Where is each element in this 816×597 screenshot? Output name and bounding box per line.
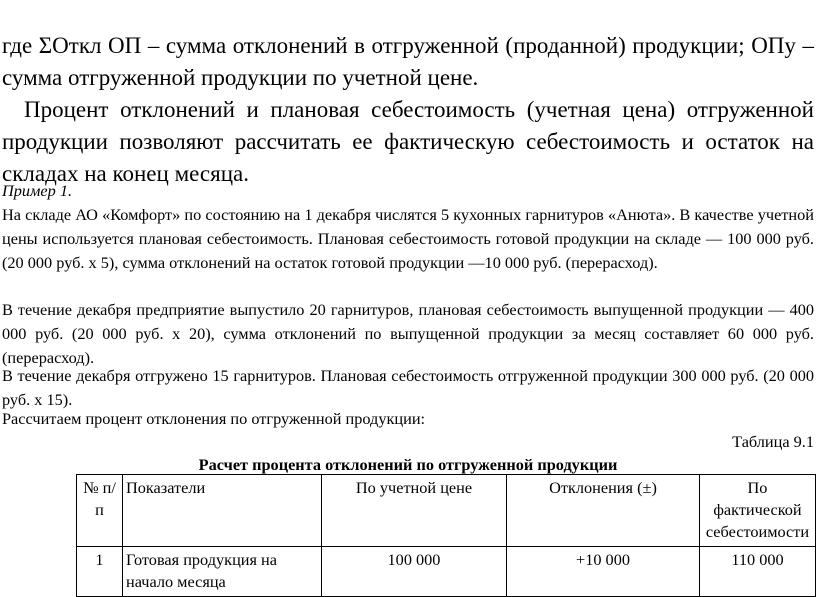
header-number: № п/п bbox=[77, 475, 123, 547]
table-title: Расчет процента отклонений по отгруженной продукции bbox=[198, 455, 618, 474]
cell-indicator: Готовая продукция на начало месяца bbox=[123, 547, 322, 597]
table-header-row bbox=[77, 475, 816, 547]
example-paragraph-calculation: Рассчитаем процент отклонения по отгруженной продукции: bbox=[2, 409, 426, 428]
table-number: Таблица 9.1 bbox=[732, 432, 814, 451]
example-paragraph-opening-balance: На складе АО «Комфорт» по состоянию на 1 декабря числятся 5 кухонных гарнитуров «Анюта». В качестве учетной цены используется плановая себестоимость. Плановая себестоимость готовой продукции на складе — 100 000 руб. (20 000 руб. х 5), сумма отклонений на остаток готовой продукции —10 000 руб. (перерасход). bbox=[2, 205, 814, 272]
header-actual-cost: По фактической себестоимости bbox=[700, 475, 816, 547]
paragraph-definitions: где ΣОткл ОП – сумма отклонений в отгруженной (проданной) продукции; ОПу – сумма отгруженной продукции по учетной цене. bbox=[2, 33, 814, 90]
header-deviation: Отклонения (±) bbox=[507, 475, 700, 547]
table-row bbox=[77, 547, 816, 597]
cell-number: 1 bbox=[77, 547, 123, 597]
deviation-table bbox=[76, 474, 816, 597]
example-title: Пример 1. bbox=[2, 181, 73, 200]
header-accounting-price: По учетной цене bbox=[322, 475, 507, 547]
cell-accounting-price: 100 000 bbox=[322, 547, 507, 597]
cell-actual-cost: 110 000 bbox=[700, 547, 816, 597]
paragraph-percent-deviation: Процент отклонений и плановая себестоимость (учетная цена) отгруженной продукции позволяют рассчитать ее фактическую себестоимость и остаток на складах на конец месяца. bbox=[2, 97, 814, 186]
cell-deviation: +10 000 bbox=[507, 547, 700, 597]
example-paragraph-shipment: В течение декабря отгружено 15 гарнитуров. Плановая себестоимость отгруженной продукции 300 000 руб. (20 000 руб. х 15). bbox=[2, 366, 814, 409]
header-indicator: Показатели bbox=[123, 475, 322, 547]
example-paragraph-production: В течение декабря предприятие выпустило 20 гарнитуров, плановая себестоимость выпущенной продукции — 400 000 руб. (20 000 руб. х 20), сумма отклонений по выпущенной продукции за месяц составляет 60 000 руб. (перерасход). bbox=[2, 300, 814, 367]
